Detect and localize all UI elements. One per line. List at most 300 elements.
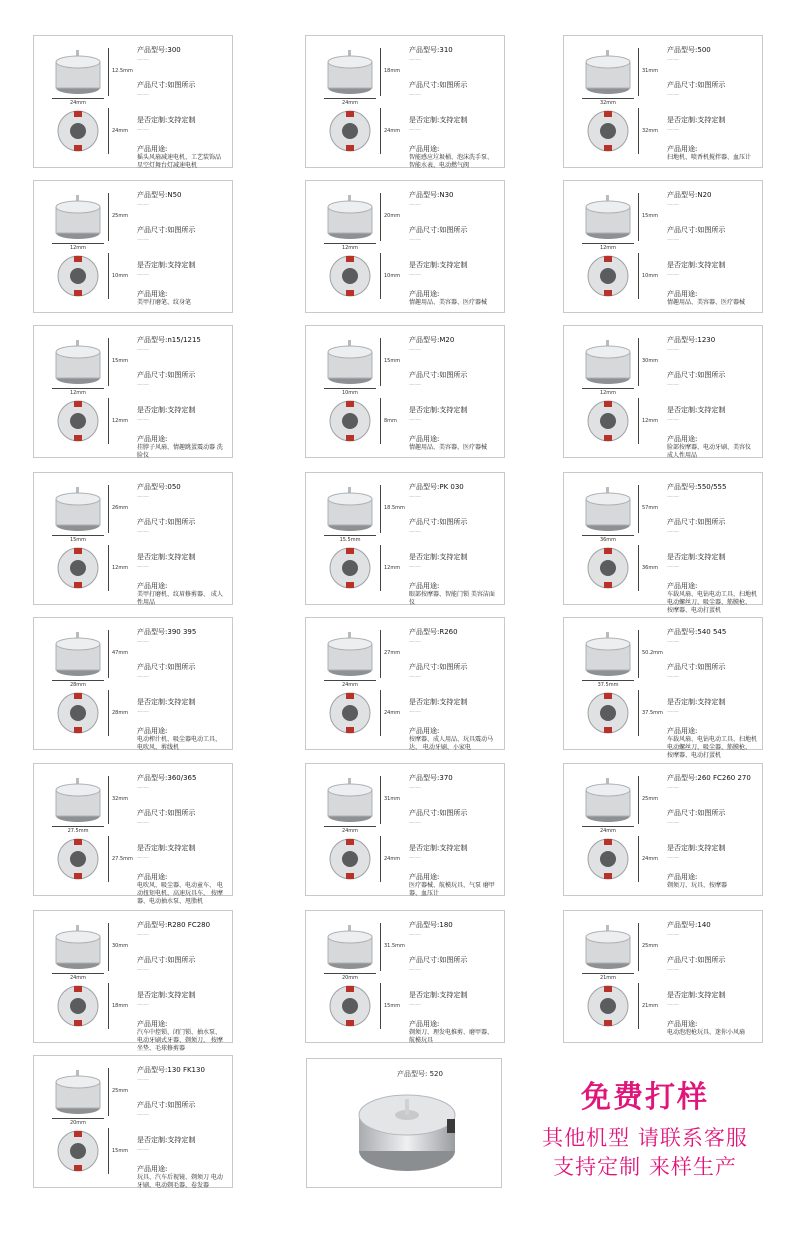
size-row: 产品尺寸:如图所示 —— [409,518,468,535]
use-value: 美甲打磨机、纹眉修剪器、 成人性用品 [137,591,223,606]
motor-end-view-image [324,690,376,736]
product-info [409,628,500,751]
custom-row: 是否定制:支持定制 —— [667,406,726,423]
motor-end-view-image [324,253,376,299]
model-label: 产品型号: [137,483,168,491]
motor-end-view-image [52,545,104,591]
model-row: 产品型号:N20 —— [667,191,712,208]
height-value: 20mm [384,213,401,219]
product-card [33,763,233,905]
motor-end-view-image [582,398,634,444]
product-info [137,1066,228,1189]
width-value: 20mm [69,1120,87,1126]
product-info [667,191,758,308]
use-label: 产品用途: [137,873,168,881]
size-label: 产品尺寸:如图所示 [667,518,726,526]
width-value: 12mm [599,245,617,251]
use-row [409,873,500,898]
width-value: 12mm [69,245,87,251]
motor-image-panel [568,768,664,891]
model-label: 产品型号: [409,628,440,636]
product-card [305,617,505,750]
size-label: 产品尺寸:如图所示 [137,663,196,671]
motor-image-panel [38,185,134,308]
custom-row: 是否定制:支持定制 —— [667,261,726,278]
product-info [409,774,500,897]
motor-side-view-image [324,50,376,96]
end-value: 32mm [642,128,659,134]
use-value: 车载风扇、电钻电动工具、扫地机 电动螺丝刀、吸尘器、筋膜枪、 按摩器、电动打蛋机 [667,736,758,759]
product-card [563,325,763,458]
motor-side-view-image [324,487,376,533]
use-row [137,290,228,307]
use-row [137,145,228,170]
model-label: 产品型号: [667,628,698,636]
motor-image-panel [568,330,664,453]
size-label: 产品尺寸:如图所示 [667,663,726,671]
model-row: 产品型号:500 —— [667,46,711,63]
size-label: 产品尺寸:如图所示 [409,663,468,671]
use-value: 情趣用品、美容器、医疗器械 [409,444,488,451]
model-label: 产品型号: [409,483,440,491]
width-value: 15.5mm [339,537,361,543]
size-label: 产品尺寸:如图所示 [137,81,196,89]
height-value: 15mm [642,213,659,219]
product-card [305,472,505,605]
size-label: 产品尺寸:如图所示 [667,226,726,234]
use-value: 美甲打磨笔、纹身笔 [137,299,192,306]
product-card [33,180,233,313]
size-label: 产品尺寸:如图所示 [137,809,196,817]
model-value: 260 FC260 270 [697,774,751,782]
model-label: 产品型号: [409,191,440,199]
product-card [305,910,505,1043]
product-info [667,774,758,891]
size-row: 产品尺寸:如图所示 —— [137,663,196,680]
model-value: M20 [439,336,455,344]
motor-end-view-image [52,690,104,736]
product-card [33,325,233,458]
size-row: 产品尺寸:如图所示 —— [667,226,726,243]
product-info [409,336,500,453]
product-card [33,35,233,168]
width-value: 12mm [341,245,359,251]
custom-label: 是否定制:支持定制 [137,261,196,269]
model-row: 产品型号:050 —— [137,483,181,500]
width-value: 12mm [599,390,617,396]
size-label: 产品尺寸:如图所示 [409,226,468,234]
model-value: 1230 [697,336,716,344]
size-label: 产品尺寸:如图所示 [409,81,468,89]
model-row: 产品型号:260 FC260 270 —— [667,774,751,791]
use-value: 眼部按摩器、智能门锁 美容洁面仪 [409,591,495,606]
width-value: 10mm [341,390,359,396]
product-card [563,617,763,759]
motor-side-view-image [582,50,634,96]
model-row: 产品型号:540 545 —— [667,628,727,645]
motor-side-view-image [52,1070,104,1116]
height-value: 57mm [642,505,659,511]
size-label: 产品尺寸:如图所示 [137,518,196,526]
end-value: 10mm [384,273,401,279]
size-row: 产品尺寸:如图所示 —— [667,663,726,680]
product-card [563,763,763,896]
motor-end-view-image [582,983,634,1029]
motor-end-view-image [582,545,634,591]
product-info [409,191,500,308]
height-value: 15mm [112,358,129,364]
width-dimension [324,826,376,834]
motor-image-panel [38,477,134,600]
custom-label: 是否定制:支持定制 [667,844,726,852]
width-value: 21mm [599,975,617,981]
width-value: 36mm [599,537,617,543]
end-value: 24mm [384,128,401,134]
motor-end-view-image [582,836,634,882]
width-dimension [324,243,376,251]
product-info [667,483,758,614]
custom-row: 是否定制:支持定制 —— [137,844,196,861]
motor-image-panel [38,768,134,891]
motor-end-view-image [324,398,376,444]
height-value: 25mm [112,1088,129,1094]
width-dimension [52,1118,104,1126]
size-row: 产品尺寸:如图所示 —— [667,81,726,98]
motor-side-view-image [582,340,634,386]
custom-row: 是否定制:支持定制 —— [409,991,468,1008]
use-value: 电动榨汁机、吸尘器电动工具、 电吹风、剪线机 [137,736,222,751]
motor-image-panel [568,915,664,1038]
use-row [667,435,758,460]
size-label: 产品尺寸:如图所示 [409,809,468,817]
motor-520-image [347,1085,467,1183]
product-info [409,921,500,1044]
model-row: 产品型号:300 —— [137,46,181,63]
use-row [667,290,758,307]
width-dimension [52,243,104,251]
model-row: 产品型号:1230 —— [667,336,716,353]
height-value: 32mm [112,796,129,802]
model-label: 产品型号: [137,1066,168,1074]
motor-side-view-image [324,925,376,971]
height-value: 31mm [642,68,659,74]
custom-row: 是否定制:支持定制 —— [667,116,726,133]
custom-row: 是否定制:支持定制 —— [667,844,726,861]
motor-side-view-image [52,487,104,533]
motor-image-panel [568,185,664,308]
size-row: 产品尺寸:如图所示 —— [137,371,196,388]
use-row [667,145,758,162]
height-value: 25mm [112,213,129,219]
size-row: 产品尺寸:如图所示 —— [409,81,468,98]
custom-label: 是否定制:支持定制 [137,1136,196,1144]
use-label: 产品用途: [137,582,168,590]
model-value: 370 [439,774,453,782]
use-row [137,435,228,460]
motor-image-panel [310,477,406,600]
width-dimension [324,388,376,396]
motor-end-view-image [52,1128,104,1174]
height-value: 27mm [384,650,401,656]
custom-row: 是否定制:支持定制 —— [409,553,468,570]
model-row: 产品型号:n15/1215 —— [137,336,201,353]
size-row: 产品尺寸:如图所示 —— [667,371,726,388]
size-row: 产品尺寸:如图所示 —— [409,956,468,973]
custom-label: 是否定制:支持定制 [137,116,196,124]
height-value: 15mm [384,358,401,364]
use-label: 产品用途: [409,435,440,443]
motor-end-view-image [582,108,634,154]
use-value: 智能感应垃圾桶、泡沫洗手泵、 智能水表、电动燃气阀 [409,154,494,169]
use-label: 产品用途: [137,1165,168,1173]
width-dimension [582,973,634,981]
width-dimension [582,98,634,106]
size-row: 产品尺寸:如图所示 —— [137,809,196,826]
motor-image-panel [38,915,134,1038]
motor-image-panel [38,1060,134,1183]
promo-free-sample: 免费打样 [581,1080,709,1115]
height-value: 25mm [642,796,659,802]
size-label: 产品尺寸:如图所示 [137,1101,196,1109]
use-value: 脸部按摩器、电动牙刷、美容仪 成人性用品 [667,444,752,459]
use-label: 产品用途: [409,582,440,590]
motor-side-view-image [52,778,104,824]
promo-custom-production: 支持定制 来样生产 [553,1155,737,1179]
model-value: 300 [167,46,181,54]
product-info [137,336,228,459]
model-value: 180 [439,921,453,929]
custom-row: 是否定制:支持定制 —— [667,991,726,1008]
custom-label: 是否定制:支持定制 [409,991,468,999]
end-value: 12mm [384,565,401,571]
product-card [33,910,233,1052]
product-card [305,180,505,313]
use-label: 产品用途: [667,145,698,153]
custom-label: 是否定制:支持定制 [409,261,468,269]
model-value: R260 [439,628,458,636]
motor-image-panel [310,622,406,745]
height-value: 31mm [384,796,401,802]
motor-end-view-image [324,108,376,154]
custom-row: 是否定制:支持定制 —— [409,116,468,133]
size-label: 产品尺寸:如图所示 [137,226,196,234]
product-info [137,921,228,1052]
custom-label: 是否定制:支持定制 [137,406,196,414]
width-dimension [52,98,104,106]
custom-label: 是否定制:支持定制 [667,698,726,706]
custom-label: 是否定制:支持定制 [137,698,196,706]
use-value: 汽车中控锁、闭门锁、抽水泵、 电动牙刷式牙器、剃须刀、 按摩坐垫、毛球修剪器 [137,1029,223,1052]
size-label: 产品尺寸:如图所示 [667,81,726,89]
height-value: 47mm [112,650,129,656]
use-value: 玩具、汽车后视镜、剃须刀 电动牙刷、电动剃毛器、卷发器 [137,1174,223,1189]
end-value: 8mm [384,418,397,424]
promo-contact-service: 其他机型 请联系客服 [542,1126,748,1150]
size-row: 产品尺寸:如图所示 —— [667,956,726,973]
size-label: 产品尺寸:如图所示 [667,809,726,817]
width-dimension [582,243,634,251]
motor-end-view-image [582,253,634,299]
height-value: 18.5mm [384,505,405,511]
model-row: 产品型号:370 —— [409,774,453,791]
size-label: 产品尺寸:如图所示 [409,518,468,526]
model-value: 540 545 [697,628,727,636]
model-row: 产品型号:R260 —— [409,628,458,645]
width-dimension [582,388,634,396]
product-info [137,774,228,905]
motor-image-panel [310,330,406,453]
product-card [563,910,763,1043]
custom-label: 是否定制:支持定制 [409,116,468,124]
model-row: 产品型号:N50 —— [137,191,182,208]
use-label: 产品用途: [409,145,440,153]
model-label: 产品型号: [667,46,698,54]
use-value: 电吹风、吸尘器、电动童车、 电动扭矩电机、高速玩具车、 按摩器、电动抽水泵、甩脂机 [137,882,223,905]
size-row: 产品尺寸:如图所示 —— [137,518,196,535]
width-dimension [52,973,104,981]
width-dimension [52,680,104,688]
use-label: 产品用途: [409,290,440,298]
use-row [409,145,500,170]
width-value: 24mm [69,100,87,106]
size-row: 产品尺寸:如图所示 —— [137,81,196,98]
width-value: 20mm [341,975,359,981]
model-label: 产品型号: [137,774,168,782]
end-value: 12mm [112,565,129,571]
model-label: 产品型号: [667,483,698,491]
use-label: 产品用途: [667,1020,698,1028]
end-value: 15mm [384,1003,401,1009]
product-info [409,483,500,606]
use-value: 扫地机、喷香机搅拌器、血压计 [667,154,752,161]
height-value: 31.5mm [384,943,405,949]
end-value: 12mm [642,418,659,424]
size-label: 产品尺寸:如图所示 [137,371,196,379]
custom-row: 是否定制:支持定制 —— [137,261,196,278]
width-value: 24mm [69,975,87,981]
custom-row: 是否定制:支持定制 —— [137,1136,196,1153]
motor-side-view-image [52,340,104,386]
custom-label: 是否定制:支持定制 [137,991,196,999]
use-label: 产品用途: [137,727,168,735]
use-value: 剃须刀、玩具、按摩器 [667,882,728,889]
product-card [563,472,763,614]
motor-image-panel [310,915,406,1038]
motor-side-view-image [324,340,376,386]
custom-label: 是否定制:支持定制 [667,116,726,124]
size-label: 产品尺寸:如图所示 [137,956,196,964]
motor-end-view-image [52,253,104,299]
use-label: 产品用途: [667,727,698,735]
model-value: 550/555 [697,483,727,491]
custom-row: 是否定制:支持定制 —— [667,553,726,570]
motor-side-view-image [52,195,104,241]
size-row: 产品尺寸:如图所示 —— [409,809,468,826]
model-label: 产品型号: [667,921,698,929]
model-row: 产品型号:140 —— [667,921,711,938]
height-value: 30mm [112,943,129,949]
end-value: 18mm [112,1003,129,1009]
product-info [137,628,228,751]
use-row [667,873,758,890]
model-value: 310 [439,46,453,54]
width-dimension [324,535,376,543]
model-row: 产品型号:550/555 —— [667,483,727,500]
model-row: 产品型号:310 —— [409,46,453,63]
width-value: 12mm [69,390,87,396]
use-row [409,1020,500,1045]
model-row: 产品型号:M20 —— [409,336,455,353]
model-value: R280 FC280 [167,921,211,929]
width-dimension [324,680,376,688]
model-value: n15/1215 [167,336,201,344]
product-card [563,180,763,313]
use-value: 电动泡泡枪玩具、迷你小风扇 [667,1029,746,1036]
motor-end-view-image [52,398,104,444]
width-value: 27.5mm [67,828,89,834]
end-value: 10mm [112,273,129,279]
motor-side-view-image [582,487,634,533]
width-value: 28mm [69,682,87,688]
use-row [409,727,500,752]
custom-label: 是否定制:支持定制 [137,844,196,852]
use-label: 产品用途: [137,1020,168,1028]
model-label: 产品型号: [137,921,168,929]
model-value: 500 [697,46,711,54]
end-value: 24mm [384,856,401,862]
motor-end-view-image [52,983,104,1029]
use-value: 情趣用品、美容器、医疗器械 [667,299,746,306]
use-row [667,727,758,760]
use-row [667,582,758,615]
product-info [667,921,758,1038]
use-row [137,727,228,752]
model-row: 产品型号:R280 FC280 —— [137,921,211,938]
model-label: 产品型号: [137,191,168,199]
model-label: 产品型号: [137,628,168,636]
width-dimension [582,680,634,688]
use-row [137,1165,228,1190]
model-row: 产品型号:390 395 —— [137,628,197,645]
use-value: 剃须刀、理发电推剪、磨甲器、 航模玩具 [409,1029,494,1044]
motor-side-view-image [324,195,376,241]
width-value: 24mm [341,100,359,106]
product-info [667,46,758,163]
custom-label: 是否定制:支持定制 [409,698,468,706]
end-value: 24mm [384,710,401,716]
end-value: 15mm [112,1148,129,1154]
width-value: 24mm [599,828,617,834]
use-value: 情趣用品、美容器、医疗器械 [409,299,488,306]
model-row: 产品型号:130 FK130 —— [137,1066,205,1083]
product-card [305,325,505,458]
custom-row: 是否定制:支持定制 —— [409,844,468,861]
model-value: N50 [167,191,182,199]
width-dimension [582,535,634,543]
model-row: 产品型号:PK 030 —— [409,483,464,500]
motor-image-panel [310,40,406,163]
motor-image-panel [38,40,134,163]
use-label: 产品用途: [137,435,168,443]
use-row [409,582,500,607]
custom-label: 是否定制:支持定制 [667,553,726,561]
custom-row: 是否定制:支持定制 —— [137,406,196,423]
custom-label: 是否定制:支持定制 [667,406,726,414]
use-value: 挂脖子风扇、情趣跳蛋震动器 洗脸仪 [137,444,223,459]
model-value: 390 395 [167,628,197,636]
use-value: 医疗器械、航模玩具、气泵 磨甲器、血压计 [409,882,495,897]
width-dimension [582,826,634,834]
